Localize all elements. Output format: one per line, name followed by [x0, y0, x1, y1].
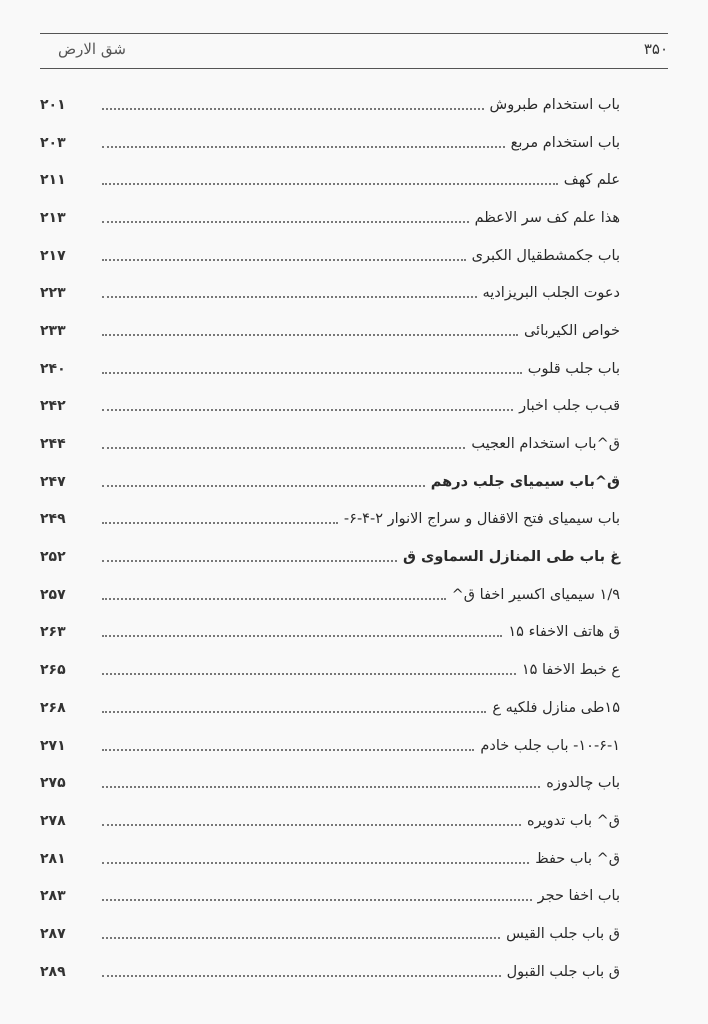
toc-entry: [40, 651, 620, 689]
toc-entry-title: باب جکمشطقیال الکبری: [471, 247, 620, 264]
toc-entry-title: ق^ باب تدویره: [526, 812, 620, 829]
toc-entry-title: باب استخدام طبروش: [489, 96, 620, 113]
toc-entry: [40, 86, 620, 124]
toc-entry: [40, 915, 620, 953]
toc-entry-title: باب استخدام مربع: [510, 134, 620, 151]
toc-entry-page: ۲۸۳: [40, 888, 66, 905]
dot-leader: [102, 899, 532, 901]
toc-entry: [40, 312, 620, 350]
dot-leader: [102, 711, 486, 713]
header-rule-top: [40, 33, 668, 34]
toc-entry: [40, 953, 620, 991]
toc-entry-page: ۲۴۷: [40, 473, 66, 490]
dot-leader: [102, 635, 502, 637]
toc-entry-page: ۲۷۱: [40, 737, 66, 754]
toc-entry: [40, 161, 620, 199]
toc-entry-page: ۲۱۳: [40, 209, 66, 226]
toc-entry: [40, 463, 620, 501]
dot-leader: [102, 975, 501, 977]
toc-entry: [40, 274, 620, 312]
dot-leader: [102, 296, 477, 298]
toc-entry: [40, 425, 620, 463]
toc-entry-title: علم کهف: [563, 172, 620, 189]
toc-entry-title: ق^باب سیمیای جلب درهم: [430, 473, 620, 490]
dot-leader: [102, 824, 521, 826]
toc-entry-title: ع خبط الاخفا ۱۵: [521, 662, 620, 679]
toc-entry: [40, 764, 620, 802]
toc-entry-page: ۲۷۵: [40, 775, 66, 792]
toc-entry-page: ۲۴۹: [40, 511, 66, 528]
toc-entry-title: ق باب جلب القیس: [506, 925, 620, 942]
page-number: ۳۵۰: [643, 40, 668, 58]
dot-leader: [102, 673, 516, 675]
toc-entry: [40, 614, 620, 652]
toc-entry: [40, 237, 620, 275]
toc-entry-page: ۲۵۷: [40, 586, 66, 603]
toc-entry-page: ۲۸۱: [40, 850, 66, 867]
toc-entry-title: ق هاتف الاخفاء ۱۵: [508, 624, 620, 641]
toc-entry-page: ۲۴۲: [40, 398, 66, 415]
dot-leader: [102, 749, 474, 751]
toc-entry: [40, 877, 620, 915]
toc-entry-title: خواص الکیربائی: [523, 322, 620, 339]
dot-leader: [102, 334, 518, 336]
toc-entry: [40, 350, 620, 388]
dot-leader: [102, 937, 500, 939]
toc-entry-title: غ باب طی المنازل السماوی ق: [403, 549, 620, 566]
toc-entry: [40, 124, 620, 162]
dot-leader: [102, 146, 505, 148]
dot-leader: [102, 108, 484, 110]
toc-entry: [40, 840, 620, 878]
toc-entry-page: ۲۱۱: [40, 172, 66, 189]
toc-entry-page: ۲۴۴: [40, 436, 66, 453]
toc-entry: [40, 538, 620, 576]
toc-entry: [40, 199, 620, 237]
dot-leader: [102, 598, 446, 600]
toc-entry: [40, 501, 620, 539]
toc-entry: [40, 689, 620, 727]
toc-entry-page: ۲۱۷: [40, 247, 66, 264]
toc-entry-page: ۲۲۳: [40, 285, 66, 302]
dot-leader: [102, 259, 466, 261]
dot-leader: [102, 183, 558, 185]
toc-entry-page: ۲۳۳: [40, 322, 66, 339]
toc-entry-page: ۲۶۳: [40, 624, 66, 641]
toc-entry-page: ۲۰۳: [40, 134, 66, 151]
dot-leader: [102, 560, 397, 562]
toc-entry-title: دعوت الجلب البریزادیه: [482, 285, 620, 302]
toc-entry-title: ۱۰-۶-۱- باب جلب خادم: [480, 737, 620, 754]
toc-entry-page: ۲۰۱: [40, 96, 66, 113]
toc-entry: [40, 576, 620, 614]
toc-entry-title: قب‌ب جلب اخبار: [519, 398, 620, 415]
header-rule-bottom: [40, 68, 668, 69]
toc-entry-page: ۲۴۰: [40, 360, 66, 377]
toc-entry-title: باب چالدوزه: [546, 775, 620, 792]
dot-leader: [102, 862, 529, 864]
toc-entry-title: باب جلب قلوب: [527, 360, 620, 377]
table-of-contents: [40, 86, 620, 991]
toc-entry-title: ۱۵طی منازل فلکیه ع: [492, 699, 620, 716]
book-page: [40, 0, 668, 1024]
running-header-title: شق الارض: [58, 40, 126, 58]
toc-entry-title: ق^باب استخدام العجیب: [471, 436, 620, 453]
dot-leader: [102, 372, 522, 374]
toc-entry-title: ۱/۹ سیمیای اکسیر اخفا ق^: [451, 586, 620, 603]
toc-entry-page: ۲۷۸: [40, 812, 66, 829]
toc-entry-page: ۲۸۷: [40, 925, 66, 942]
running-header: [40, 40, 668, 64]
toc-entry: [40, 388, 620, 426]
toc-entry-page: ۲۸۹: [40, 963, 66, 980]
toc-entry-page: ۲۶۸: [40, 699, 66, 716]
toc-entry-title: هذا علم کف سر الاعظم: [474, 209, 620, 226]
toc-entry-title: باب سیمیای فتح الاقفال و سراج الانوار ۲-۴-۶-: [343, 511, 620, 528]
toc-entry-page: ۲۶۵: [40, 662, 66, 679]
dot-leader: [102, 409, 513, 411]
dot-leader: [102, 221, 469, 223]
toc-entry: [40, 727, 620, 765]
toc-entry-title: ق باب جلب القبول: [506, 963, 620, 980]
toc-entry-page: ۲۵۲: [40, 549, 66, 566]
toc-entry-title: باب اخفا حجر: [537, 888, 620, 905]
dot-leader: [102, 522, 338, 524]
dot-leader: [102, 447, 465, 449]
dot-leader: [102, 786, 540, 788]
dot-leader: [102, 485, 425, 487]
toc-entry: [40, 802, 620, 840]
toc-entry-title: ق^ باب حفظ: [535, 850, 620, 867]
